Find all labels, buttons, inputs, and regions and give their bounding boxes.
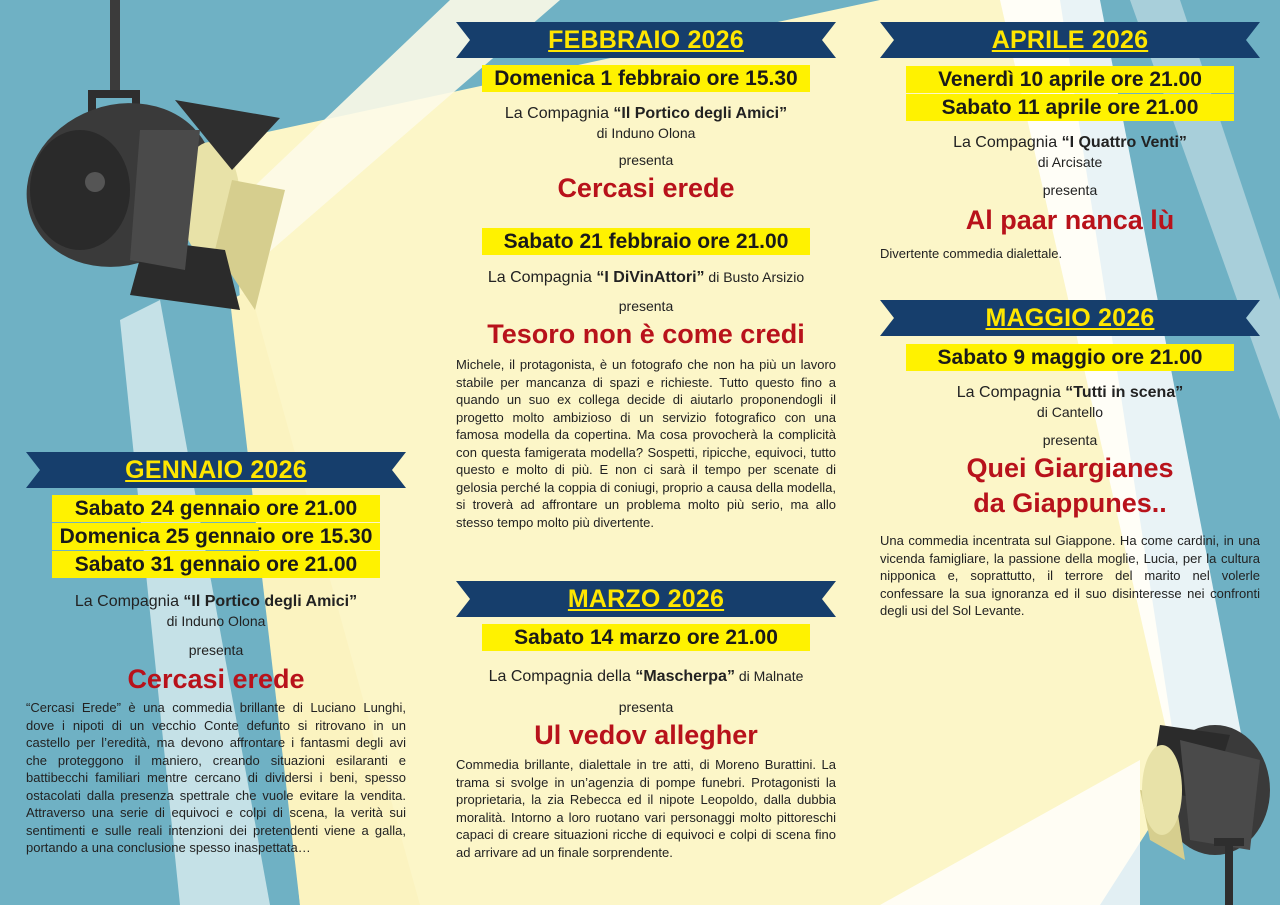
show-description: Commedia brillante, dialettale in tre atti, di Moreno Burattini. La trama si svolge in un’agenzia di pompe funebri. Protagonisti la proprietaria, la zia Rebecca ed il nipote Leopoldo, dalla dubbia moralità. Intorno a loro ruotano vari personaggi molto pittoreschi capaci di creare situazioni ricche di equivoci e colpi di scena fino ad arrivare ad un finale sorprendente. xyxy=(456,757,836,860)
month-banner-febbraio xyxy=(456,22,836,58)
event-date: Sabato 31 gennaio ore 21.00 xyxy=(52,551,380,578)
company-name: “Il Portico degli Amici” xyxy=(183,593,358,610)
company-name: “I Quattro Venti” xyxy=(1061,134,1187,151)
presenta-label: presenta xyxy=(1042,432,1098,448)
show-title: Cercasi erede xyxy=(557,173,735,203)
presenta-label: presenta xyxy=(618,152,674,168)
event-date: Sabato 14 marzo ore 21.00 xyxy=(482,624,810,651)
company-line: La Compagnia della “Mascherpa” di Malnate xyxy=(488,668,804,685)
company-city: di Induno Olona xyxy=(596,125,696,141)
company-city: di Arcisate xyxy=(1037,154,1103,170)
company-city: di Cantello xyxy=(1036,404,1104,420)
show-description: Divertente commedia dialettale. xyxy=(880,246,1063,261)
show-title: Tesoro non è come credi xyxy=(487,319,805,349)
month-banner-maggio xyxy=(880,300,1260,336)
company-line: La Compagnia “Il Portico degli Amici” xyxy=(74,593,358,610)
show-title: Al paar nanca lù xyxy=(965,205,1175,235)
presenta-label: presenta xyxy=(618,699,674,715)
month-banner-marzo xyxy=(456,581,836,617)
company-city: di Induno Olona xyxy=(166,613,266,629)
event-date: Venerdì 10 aprile ore 21.00 xyxy=(906,66,1234,93)
event-date: Sabato 9 maggio ore 21.00 xyxy=(906,344,1234,371)
show-description: Una commedia incentrata sul Giappone. Ha come cardini, in una vicenda famigliare, la passione della moglie, Lucia, per la cultura nipponica e, soprattutto, il terrore del marito nel volerle confessare la sua ignoranza ed il suo disinteresse nei confronti degli usi del Sol Levante. xyxy=(880,533,1260,618)
show-description: “Cercasi Erede” è una commedia brillante di Luciano Lunghi, dove i nipoti di un vecchio Conte defunto si ritrovano in un castello per l’eredità, ma devono affrontare i fantasmi degli avi che proteggono il maniero, creando situazioni esilaranti e battibecchi familiari mentre cercano di dividersi i beni, spesso ostacolati dalla presenza spettrale che vuole evitare la vendita. Attraverso una serie di equivoci e colpi di scena, la verità sui sentimenti e sulle reali intenzioni dei pretendenti viene a galla, portando a una conclusione spesso inaspettata… xyxy=(26,700,406,855)
company-line: La Compagnia “I DiVinAttori” di Busto Arsizio xyxy=(487,269,805,286)
company-name: “I DiVinAttori” xyxy=(596,269,705,286)
month-title: MARZO 2026 xyxy=(567,585,725,613)
company-name: “Il Portico degli Amici” xyxy=(613,105,788,122)
gennaio-section xyxy=(26,452,406,857)
presenta-label: presenta xyxy=(618,298,674,314)
month-title: MAGGIO 2026 xyxy=(985,304,1155,332)
company-line: La Compagnia “Il Portico degli Amici” xyxy=(504,105,788,122)
show-title-line-1: Quei Giargianes xyxy=(966,453,1174,483)
show-title: Ul vedov allegher xyxy=(534,720,758,750)
event-date: Sabato 11 aprile ore 21.00 xyxy=(906,94,1234,121)
company-line: La Compagnia “I Quattro Venti” xyxy=(953,134,1187,151)
month-banner-gennaio xyxy=(26,452,406,488)
presenta-label: presenta xyxy=(188,642,244,658)
show-title-line-2: da Giappunes.. xyxy=(973,488,1167,518)
maggio-section xyxy=(880,300,1260,620)
show-description: Michele, il protagonista, è un fotografo che non ha più un lavoro stabile per mancanza di spazi e richieste. Tutto questo fino a quando un suo ex collega decide di aiutarlo proponendogli il progetto molto ambizioso di un servizio fotografico con una famosa modella da copertina. Ma cosa provocherà la complicità con questa famigerata modella? Sospetti, ripicche, equivoci, tutto questo e molto di più. E non ci sarà il tempo per scenate di gelosia perché la coppia di coniugi, proprio a causa della modella, si troverà ad affrontare un problema molto più serio, ma allo stesso tempo molto più divertente. xyxy=(456,357,836,530)
company-name: “Tutti in scena” xyxy=(1065,384,1184,401)
company-line: La Compagnia “Tutti in scena” xyxy=(956,384,1184,401)
event-date: Domenica 1 febbraio ore 15.30 xyxy=(482,65,810,92)
month-title: GENNAIO 2026 xyxy=(125,456,307,484)
month-banner-aprile xyxy=(880,22,1260,58)
show-title: Cercasi erede xyxy=(127,664,305,694)
presenta-label: presenta xyxy=(1042,182,1098,198)
month-title: FEBBRAIO 2026 xyxy=(548,26,744,54)
aprile-section xyxy=(880,22,1260,263)
month-title: APRILE 2026 xyxy=(991,26,1149,54)
company-name: “Mascherpa” xyxy=(635,668,735,685)
event-date: Domenica 25 gennaio ore 15.30 xyxy=(52,523,380,550)
event-date: Sabato 21 febbraio ore 21.00 xyxy=(482,228,810,255)
event-date: Sabato 24 gennaio ore 21.00 xyxy=(52,495,380,522)
febbraio-section xyxy=(456,22,836,531)
marzo-section xyxy=(456,581,836,861)
